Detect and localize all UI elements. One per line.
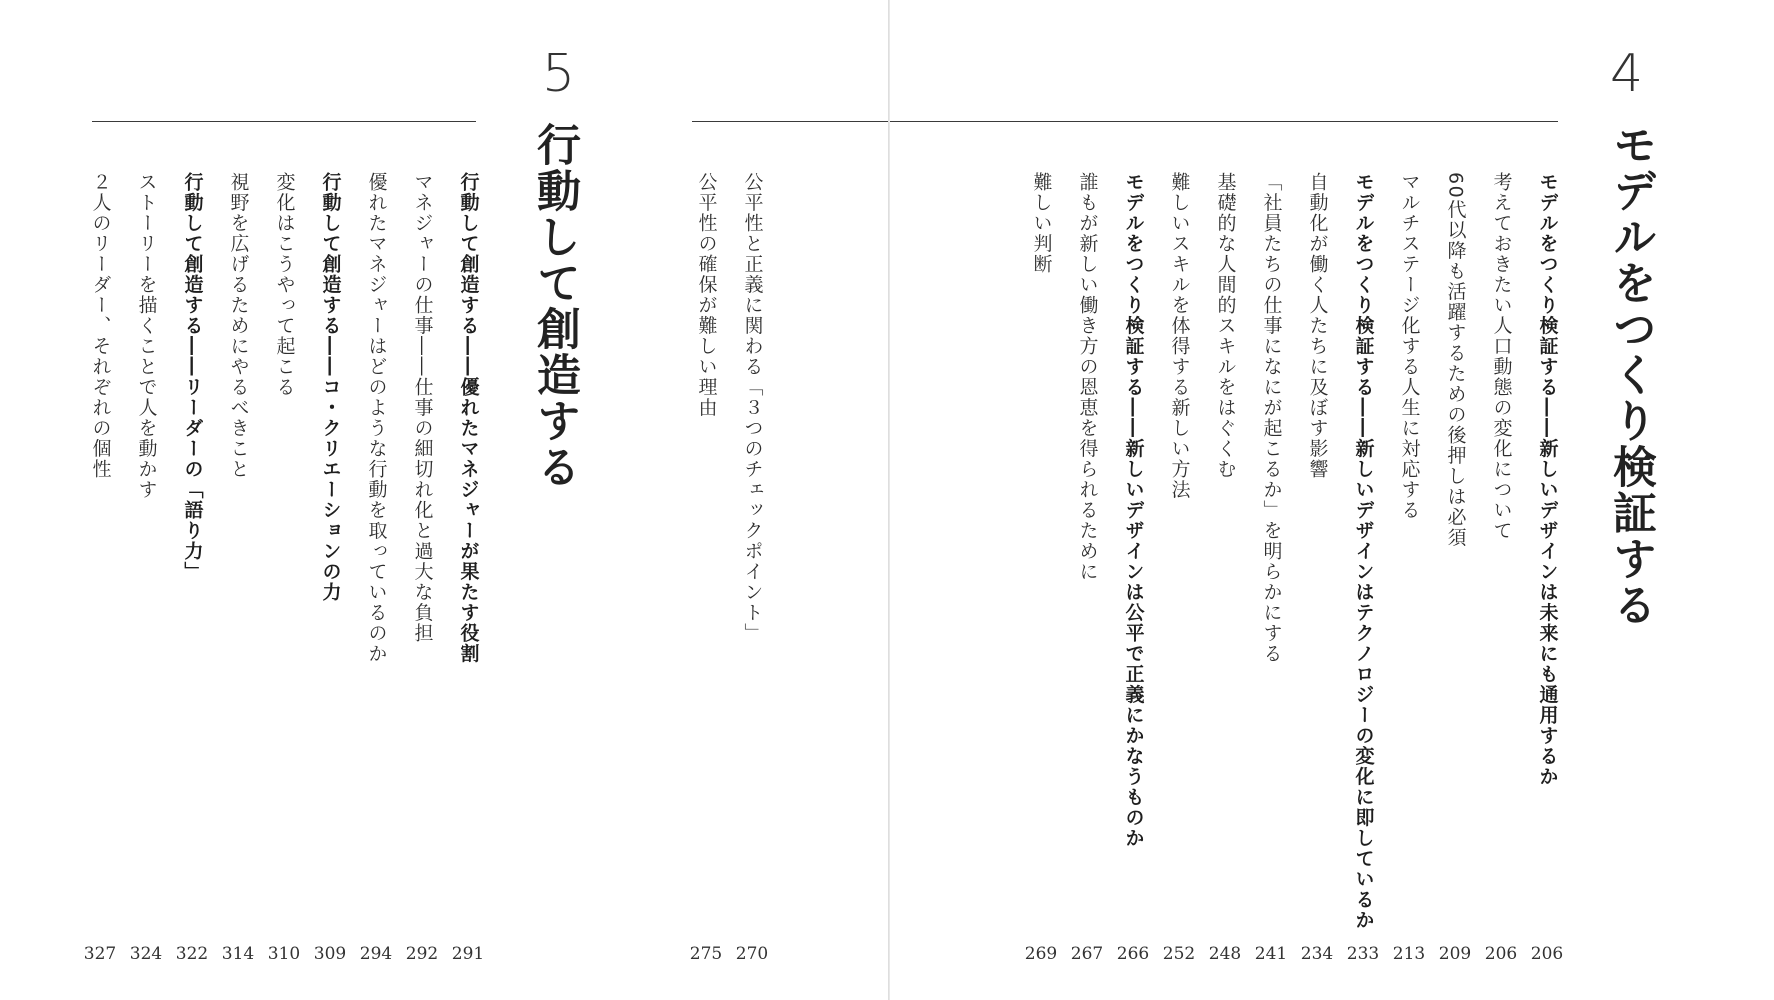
page-number: 234 — [1300, 944, 1334, 964]
entry-title: 視野を広げるためにやるべきこと — [227, 172, 250, 480]
toc-entry — [1432, 0, 1478, 1000]
entry-title: 難しいスキルを体得する新しい方法 — [1168, 172, 1191, 500]
toc-entry — [1340, 0, 1386, 1000]
toc-entry — [1202, 0, 1248, 1000]
entry-title: ストーリーを描くことで人を動かす — [135, 172, 158, 500]
page-number: 267 — [1070, 944, 1104, 964]
page-number: 327 — [83, 944, 117, 964]
toc-entry — [261, 0, 307, 1000]
page-number: 322 — [175, 944, 209, 964]
toc-entry — [1248, 0, 1294, 1000]
page-number: 324 — [129, 944, 163, 964]
toc-entry-body — [77, 172, 123, 932]
entry-title: マルチステージ化する人生に対応する — [1398, 172, 1421, 521]
chapter-number: 4 — [1610, 44, 1644, 104]
toc-entry-body — [1294, 172, 1340, 932]
entry-title: 難しい判断 — [1030, 172, 1053, 275]
page-number: 266 — [1116, 944, 1150, 964]
page-number: 269 — [1024, 944, 1058, 964]
toc-entry-body — [1432, 172, 1478, 932]
entry-title: 変化はこうやって起こる — [273, 172, 296, 398]
toc-entry-body — [261, 172, 307, 932]
toc-entry-body — [1386, 172, 1432, 932]
page-number: 275 — [689, 944, 723, 964]
page-number: 314 — [221, 944, 255, 964]
entry-title: 公平性と正義に関わる「３つのチェックポイント」 — [741, 172, 764, 644]
entry-title: 公平性の確保が難しい理由 — [695, 172, 718, 418]
entry-title: 優れたマネジャーはどのような行動を取っているのか — [365, 172, 388, 664]
page-number: 292 — [405, 944, 439, 964]
page-number: 310 — [267, 944, 301, 964]
page-number: 270 — [735, 944, 769, 964]
section-heading: 行動して創造する――コ・クリエーションの力 — [319, 172, 342, 603]
section-heading: モデルをつくり検証する――新しいデザインは未来にも通用するか — [1536, 172, 1559, 787]
toc-entry-body — [1018, 172, 1064, 932]
toc-entry — [399, 0, 445, 1000]
toc-entry — [729, 0, 775, 1000]
page-number: 206 — [1484, 944, 1518, 964]
page-number: 206 — [1530, 944, 1564, 964]
chapter-title: モデルをつくり検証する — [1605, 122, 1656, 628]
toc-entry-body — [353, 172, 399, 932]
toc-entry — [445, 0, 491, 1000]
toc-entry-body — [1156, 172, 1202, 932]
section-heading: 行動して創造する――優れたマネジャーが果たす役割 — [457, 172, 480, 664]
toc-entry-body — [307, 172, 353, 932]
toc-entry — [1524, 0, 1570, 1000]
toc-entry-body — [1340, 172, 1386, 932]
toc-entry-body — [399, 172, 445, 932]
toc-entry — [683, 0, 729, 1000]
entry-title: 基礎的な人間的スキルをはぐくむ — [1214, 172, 1237, 480]
entry-title: ２人のリーダー、それぞれの個性 — [89, 172, 112, 480]
section-heading: モデルをつくり検証する――新しいデザインは公平で正義にかなうものか — [1122, 172, 1145, 849]
toc-entry — [169, 0, 215, 1000]
toc-entry-body — [1064, 172, 1110, 932]
toc-entry — [353, 0, 399, 1000]
toc-entry-body — [1248, 172, 1294, 932]
toc-entry — [1386, 0, 1432, 1000]
toc-entry-body — [169, 172, 215, 932]
toc-entry — [123, 0, 169, 1000]
page-number: 291 — [451, 944, 485, 964]
page-number: 309 — [313, 944, 347, 964]
page-number: 241 — [1254, 944, 1288, 964]
toc-entry — [1294, 0, 1340, 1000]
entry-title: 誰もが新しい働き方の恩恵を得られるために — [1076, 172, 1099, 582]
entry-title: 60代以降も活躍するための後押しは必須 — [1444, 172, 1467, 548]
page-number: 213 — [1392, 944, 1426, 964]
toc-entry-body — [215, 172, 261, 932]
section-heading: 行動して創造する――リーダーの「語り力」 — [181, 172, 204, 582]
toc-entry-body — [1202, 172, 1248, 932]
toc-entry-body — [1524, 172, 1570, 932]
chapter-title: 行動して創造する — [529, 122, 580, 490]
entry-title: 「社員たちの仕事になにが起こるか」を明らかにする — [1260, 172, 1283, 664]
page-number: 294 — [359, 944, 393, 964]
toc-entry-body — [1478, 172, 1524, 932]
toc-entry — [77, 0, 123, 1000]
page-number: 209 — [1438, 944, 1472, 964]
chapter-number: 5 — [542, 44, 576, 104]
toc-entry-body — [445, 172, 491, 932]
toc-entry-body — [1110, 172, 1156, 932]
toc-entry — [215, 0, 261, 1000]
toc-entry — [1018, 0, 1064, 1000]
page-number: 252 — [1162, 944, 1196, 964]
toc-entry-body — [729, 172, 775, 932]
toc-entry — [307, 0, 353, 1000]
toc-entry-body — [123, 172, 169, 932]
toc-entry-body — [683, 172, 729, 932]
toc-entry — [1110, 0, 1156, 1000]
page-number: 248 — [1208, 944, 1242, 964]
toc-entry — [1156, 0, 1202, 1000]
right-page — [890, 0, 1774, 1000]
page-number: 233 — [1346, 944, 1380, 964]
entry-title: 自動化が働く人たちに及ぼす影響 — [1306, 172, 1329, 480]
toc-entry — [1478, 0, 1524, 1000]
section-heading: モデルをつくり検証する――新しいデザインはテクノロジーの変化に即しているか — [1352, 172, 1375, 931]
entry-title: 考えておきたい人口動態の変化について — [1490, 172, 1513, 541]
entry-title: マネジャーの仕事――仕事の細切れ化と過大な負担 — [411, 172, 434, 644]
toc-entry — [1064, 0, 1110, 1000]
